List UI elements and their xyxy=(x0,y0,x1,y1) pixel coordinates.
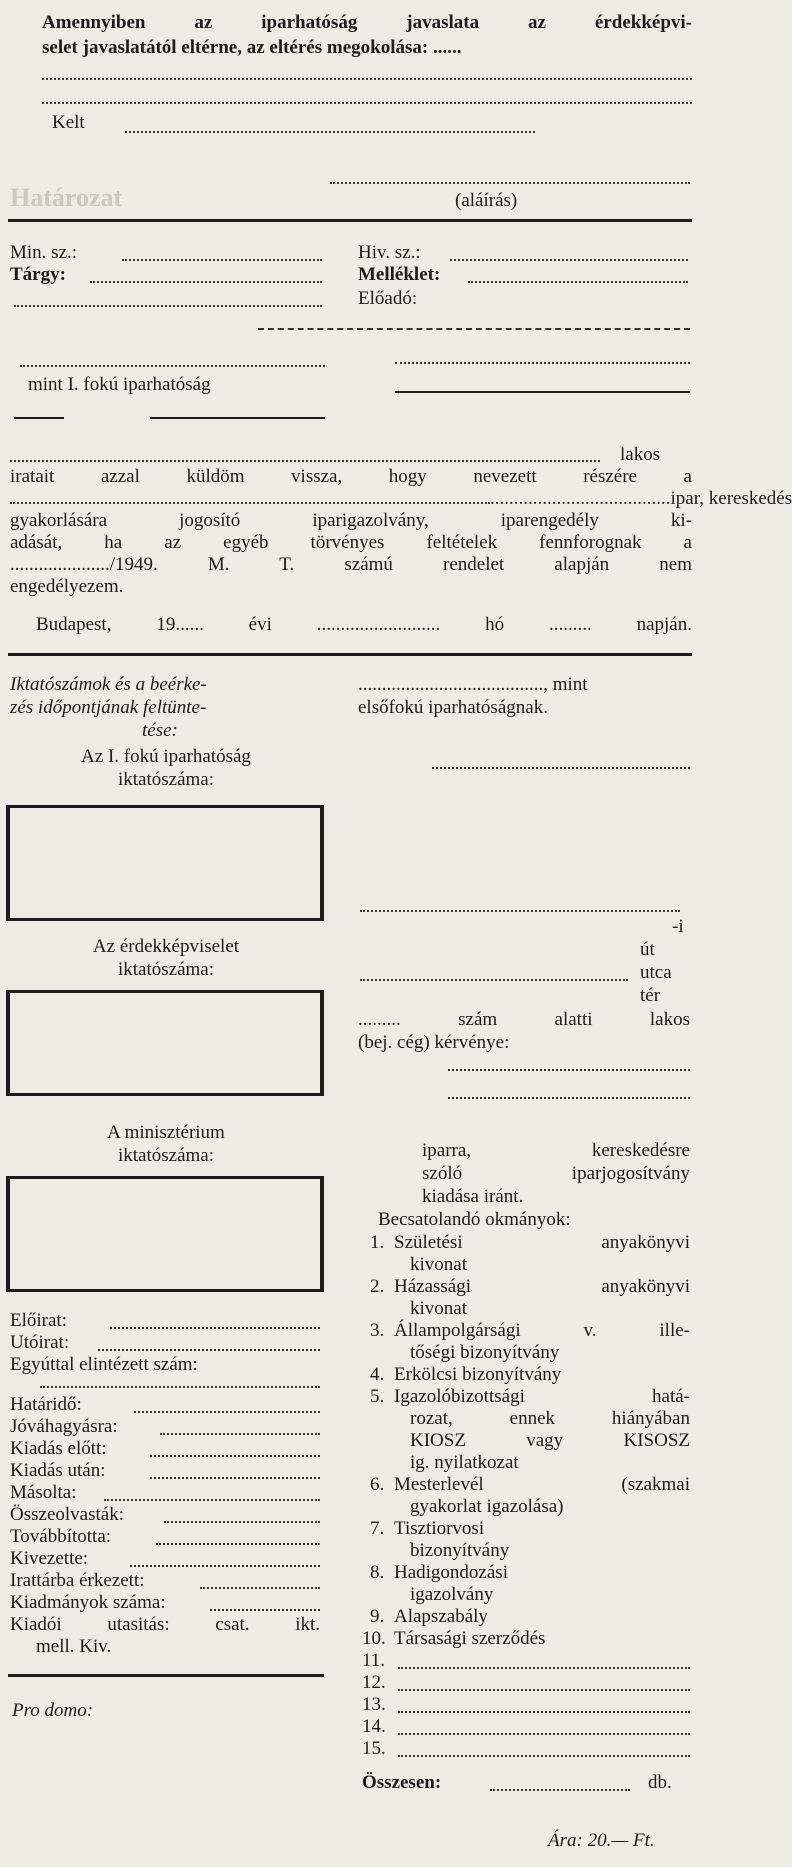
doc-9-line-1: Alapszabály xyxy=(394,1606,488,1627)
doc-5-n: 5. xyxy=(370,1386,385,1407)
targy-dots-2 xyxy=(14,305,322,307)
justification-dots-2 xyxy=(42,102,692,104)
field-dots[interactable] xyxy=(150,1477,320,1479)
melleklet-dots xyxy=(468,281,688,283)
kelt-dots xyxy=(125,131,535,133)
doc-8-n: 8. xyxy=(370,1562,385,1583)
doc-15-n: 15. xyxy=(362,1738,386,1759)
price: Ára: 20.— Ft. xyxy=(548,1830,655,1851)
doc-2-n: 2. xyxy=(370,1276,385,1297)
authority-label: mint I. fokú iparhatóság xyxy=(28,374,211,395)
box3-registration[interactable] xyxy=(6,1176,324,1292)
eloado-label: Előadó: xyxy=(358,288,418,309)
doc-5-line-3: KIOSZ vagy KISOSZ xyxy=(410,1430,690,1451)
left-divider xyxy=(8,1674,324,1677)
doc-7-n: 7. xyxy=(370,1518,385,1539)
letter-line-5: adását, ha az egyéb törvényes feltételek fennforognak a xyxy=(10,532,692,553)
targy-dots xyxy=(90,281,322,283)
doc-6-n: 6. xyxy=(370,1474,385,1495)
doc-1-line-1: Születési anyakönyvi xyxy=(394,1232,690,1253)
justification-dots-1 xyxy=(42,78,692,80)
melleklet-label: Melléklet: xyxy=(358,264,441,285)
iparra-line-2: szóló iparjogosítvány xyxy=(422,1163,690,1184)
right-dots-4[interactable] xyxy=(448,1069,690,1071)
doc-7-line-1: Tisztiorvosi xyxy=(394,1518,485,1539)
doc-15-dots[interactable] xyxy=(398,1755,690,1757)
ter-label: tér xyxy=(640,985,661,1006)
field-label: Kiadás előtt: xyxy=(10,1438,107,1459)
field-label: Továbbította: xyxy=(10,1526,112,1547)
street-dots[interactable] xyxy=(360,979,628,981)
field-dots[interactable] xyxy=(134,1411,320,1413)
letter-line-1: lakos xyxy=(620,444,661,465)
letter-line-3: ......................................ipar, kereskedés xyxy=(10,488,792,510)
doc-8-line-1: Hadigondozási xyxy=(394,1562,508,1583)
doc-14-n: 14. xyxy=(362,1716,386,1737)
field-dots[interactable] xyxy=(160,1433,320,1435)
right-dots-3[interactable] xyxy=(360,910,680,912)
letter-line-6: ...................../1949. M. T. számú rendelet alapján nem xyxy=(10,554,692,575)
box3-label-2: iktatószáma: xyxy=(117,1145,215,1166)
authority-dots xyxy=(20,365,325,367)
field-dots[interactable] xyxy=(200,1587,320,1589)
field-label: Utóirat: xyxy=(10,1332,70,1353)
field-dots[interactable] xyxy=(130,1565,320,1567)
min-sz-dots xyxy=(122,259,322,261)
field-label: Kiadás után: xyxy=(10,1460,106,1481)
resident-dots xyxy=(10,460,600,462)
box1-registration[interactable] xyxy=(6,805,324,921)
divider-1 xyxy=(8,219,692,222)
doc-3-n: 3. xyxy=(370,1320,385,1341)
right-dots-2[interactable] xyxy=(432,767,690,769)
field-label: Kivezette: xyxy=(10,1548,89,1569)
szam-line: ......... szám alatti lakos xyxy=(358,1009,690,1030)
ut-label: út xyxy=(640,939,655,960)
last-line: mell. Kiv. xyxy=(36,1636,112,1657)
doc-12-dots[interactable] xyxy=(398,1689,690,1691)
intro-line-3: tése: xyxy=(142,720,178,741)
signature-dots xyxy=(330,182,690,184)
field-label: Határidő: xyxy=(10,1394,82,1415)
doc-2-line-2: kivonat xyxy=(410,1298,467,1319)
field-dots[interactable] xyxy=(40,1386,320,1388)
kelt-label: Kelt xyxy=(52,112,85,133)
suffix-i: -i xyxy=(672,916,684,937)
field-dots[interactable] xyxy=(164,1521,320,1523)
box2-label-2: iktatószáma: xyxy=(117,959,215,980)
signature-label: (aláírás) xyxy=(455,190,518,211)
field-label: Irattárba érkezett: xyxy=(10,1570,145,1591)
field-label: Kiadói utasitás: csat. ikt. xyxy=(10,1614,320,1635)
doc-11-n: 11. xyxy=(362,1650,386,1671)
box2-registration[interactable] xyxy=(6,990,324,1096)
box3-label-1: A minisztérium xyxy=(107,1122,225,1143)
intro-line-1: Iktatószámok és a beérke- xyxy=(10,674,207,695)
faint-heading: Határozat xyxy=(10,183,123,212)
box1-label-2: iktatószáma: xyxy=(117,769,215,790)
doc-6-line-2: gyakorlat igazolása) xyxy=(410,1496,564,1517)
doc-8-line-2: igazolvány xyxy=(410,1584,494,1605)
documents-heading: Becsatolandó okmányok: xyxy=(378,1209,571,1230)
doc-12-n: 12. xyxy=(362,1672,386,1693)
hiv-sz-label: Hiv. sz.: xyxy=(358,242,421,263)
doc-10-line-1: Társasági szerződés xyxy=(394,1628,546,1649)
min-sz-label: Min. sz.: xyxy=(10,242,78,263)
doc-1-n: 1. xyxy=(370,1232,385,1253)
doc-10-n: 10. xyxy=(362,1628,386,1649)
letter-line-2: iratait azzal küldöm vissza, hogy nevezett részére a xyxy=(10,466,692,487)
short-rule-left xyxy=(14,417,64,419)
box2-label-1: Az érdekképviselet xyxy=(92,936,240,957)
doc-9-n: 9. xyxy=(370,1606,385,1627)
total-unit: db. xyxy=(648,1772,672,1793)
doc-6-line-1: Mesterlevél (szakmai xyxy=(394,1474,690,1495)
doc-5-line-4: ig. nyilatkozat xyxy=(410,1452,519,1473)
letter-line-7: engedélyezem. xyxy=(10,576,124,597)
date-line: Budapest, 19...... évi .......................... hó ......... napján. xyxy=(36,614,692,635)
letter-line-4: gyakorlására jogosító iparigazolvány, iparengedély ki- xyxy=(10,510,692,531)
doc-4-n: 4. xyxy=(370,1364,385,1385)
elsofoku-line: elsőfokú iparhatóságnak. xyxy=(358,697,548,718)
mint-line: ......................................., mint xyxy=(358,674,588,695)
field-label: Kiadmányok száma: xyxy=(10,1592,166,1613)
doc-1-line-2: kivonat xyxy=(410,1254,467,1275)
pro-domo: Pro domo: xyxy=(12,1700,94,1721)
intro-line-2: zés időpontjának feltünte- xyxy=(10,697,207,718)
justification-line-1: Amennyiben az iparhatóság javaslata az érdekképvi- xyxy=(42,12,692,33)
utca-label: utca xyxy=(640,962,672,983)
doc-5-line-2: rozat, ennek hiányában xyxy=(410,1408,690,1429)
targy-label: Tárgy: xyxy=(10,264,66,285)
field-dots[interactable] xyxy=(210,1609,320,1611)
iparra-line-3: kiadása iránt. xyxy=(422,1186,524,1207)
doc-2-line-1: Házassági anyakönyvi xyxy=(394,1276,690,1297)
bej-ceg-line: (bej. cég) kérvénye: xyxy=(358,1032,510,1053)
hiv-sz-dots xyxy=(450,259,688,261)
doc-13-n: 13. xyxy=(362,1694,386,1715)
doc-4-line-1: Erkölcsi bizonyítvány xyxy=(394,1364,562,1385)
field-dots[interactable] xyxy=(98,1349,320,1351)
field-label: Előirat: xyxy=(10,1310,67,1331)
right-rule xyxy=(395,391,690,393)
field-label: Másolta: xyxy=(10,1482,77,1503)
box1-label-1: Az I. fokú iparhatóság xyxy=(81,746,251,767)
total-dots[interactable] xyxy=(490,1789,630,1791)
right-dots-5[interactable] xyxy=(448,1097,690,1099)
field-dots[interactable] xyxy=(104,1499,320,1501)
total-label: Összesen: xyxy=(362,1772,442,1793)
doc-3-line-2: tőségi bizonyítvány xyxy=(410,1342,560,1363)
divider-2 xyxy=(8,653,692,656)
right-dots-1 xyxy=(395,362,690,364)
field-label: Egyúttal elintézett szám: xyxy=(10,1354,198,1375)
doc-14-dots[interactable] xyxy=(398,1733,690,1735)
field-dots[interactable] xyxy=(156,1543,320,1545)
dashed-line xyxy=(258,328,690,330)
doc-13-dots[interactable] xyxy=(398,1711,690,1713)
doc-3-line-1: Állampolgársági v. ille- xyxy=(394,1320,690,1341)
doc-11-dots[interactable] xyxy=(398,1667,690,1669)
field-label: Jóváhagyásra: xyxy=(10,1416,118,1437)
doc-7-line-2: bizonyítvány xyxy=(410,1540,510,1561)
doc-5-line-1: Igazolóbizottsági hatá- xyxy=(394,1386,690,1407)
short-rule-mid xyxy=(150,417,325,419)
field-dots[interactable] xyxy=(110,1327,320,1329)
iparra-line-1: iparra, kereskedésre xyxy=(422,1140,690,1161)
field-label: Összeolvasták: xyxy=(10,1504,124,1525)
justification-line-2: selet javaslatától eltérne, az eltérés megokolása: ...... xyxy=(42,37,462,58)
field-dots[interactable] xyxy=(150,1455,320,1457)
